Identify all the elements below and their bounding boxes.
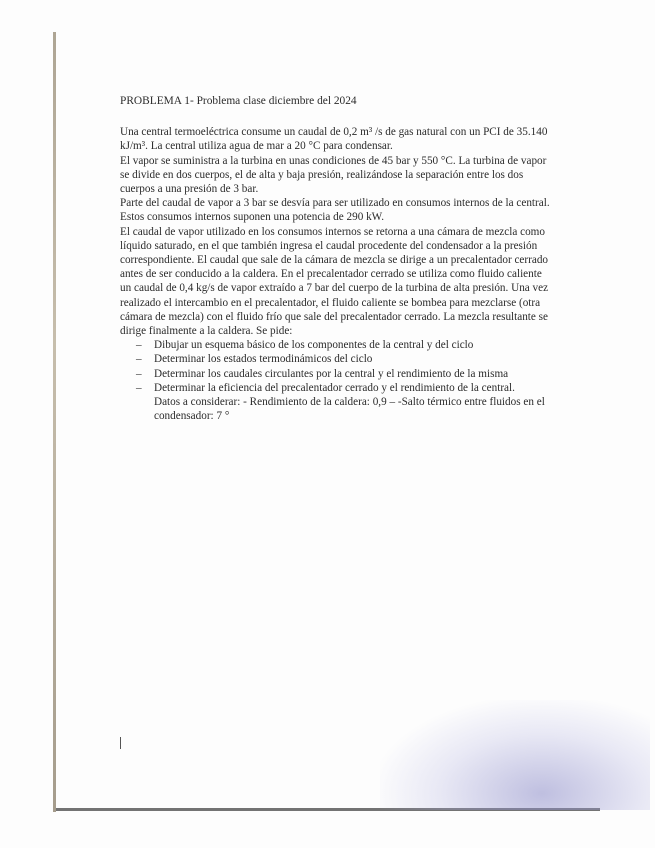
list-item-text: Determinar la eficiencia del precalentador cerrado y el rendimiento de la central. [154,381,515,394]
scan-shadow [380,700,650,810]
bullet-dash: – [136,381,142,394]
margin-mark [120,737,121,749]
list-item-text: Determinar los caudales circulantes por la central y el rendimiento de la misma [154,367,509,380]
problem-title: PROBLEMA 1- Problema clase diciembre del 2024 [120,95,357,107]
list-item-text: Dibujar un esquema básico de los componentes de la central y del ciclo [154,339,474,352]
data-to-consider: Datos a considerar: - Rendimiento de la caldera: 0,9 – -Salto térmico entre fluidos en el condensador: 7 ° [154,396,545,423]
bullet-dash: – [136,353,142,366]
list-item [120,338,550,352]
paragraph-3: Parte del caudal de vapor a 3 bar se desvía para ser utilizado en consumos internos de la central. Estos consumos internos suponen una potencia de 290 kW. [120,197,550,224]
paragraph-1: Una central termoeléctrica consume un caudal de 0,2 m³ /s de gas natural con un PCI de 35.140 kJ/m³. La central utiliza agua de mar a 20 °C para condensar. [120,126,548,153]
paragraph-4: El caudal de vapor utilizado en los consumos internos se retorna a una cámara de mezcla como líquido saturado, en el que también ingresa el caudal procedente del condensador a la presión correspondiente. El caudal que sale de la cámara de mezcla se dirige a un precalentador cerrado antes de ser conducido a la caldera. En el precalentador cerrado se utiliza como fluido caliente un caudal de 0,4 kg/s de vapor extraído a 7 bar del cuerpo de la turbina de alta presión. Una vez realizado el intercambio en el precalentador, el fluido caliente se bombea para mezclarse (otra cámara de mezcla) con el fluido frío que sale del precalentador cerrado. La mezcla resultante se dirige finalmente a la caldera. Se pide: [120,225,549,338]
bullet-dash: – [136,367,142,380]
list-item [120,381,550,395]
list-item-text: Determinar los estados termodinámicos del ciclo [154,353,373,366]
document-body [120,94,550,423]
list-item [120,367,550,381]
bullet-dash: – [136,339,142,352]
task-list [120,338,550,395]
list-item [120,352,550,366]
paragraph-2: El vapor se suministra a la turbina en unas condiciones de 45 bar y 550 °C. La turbina de vapor se divide en dos cuerpos, el de alta y baja presión, realizándose la separación entre los dos cuerpos a una presión de 3 bar. [120,154,547,196]
page-left-edge [53,32,56,812]
